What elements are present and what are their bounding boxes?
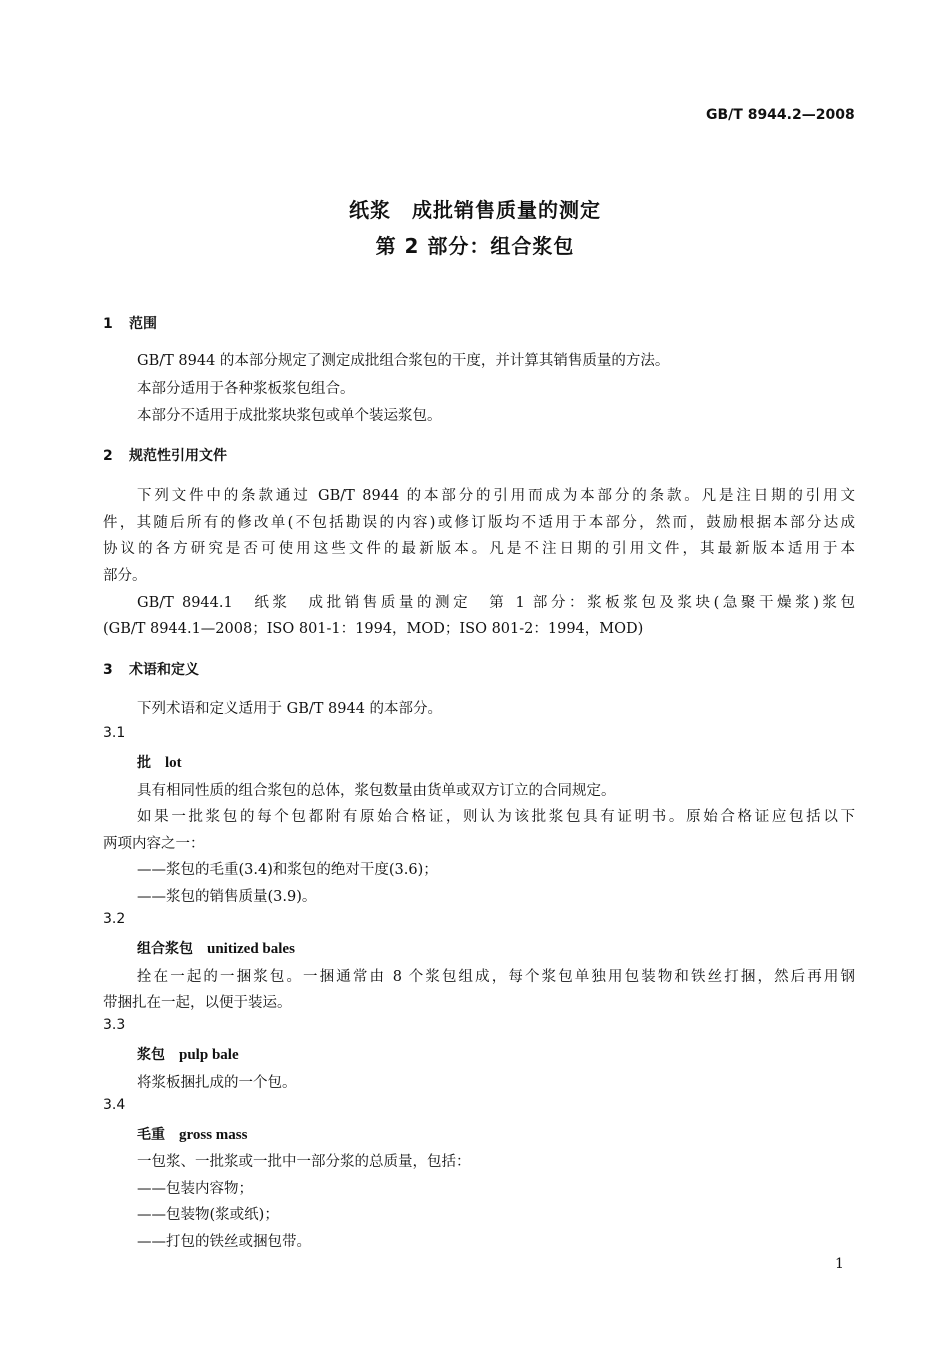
- section-1-heading: [103, 313, 157, 333]
- section-2-paragraph-line-1: 下列文件中的条款通过 GB/T 8944 的本部分的引用而成为本部分的条款。凡是注日期的引用文: [137, 488, 855, 504]
- section-number: 2: [103, 448, 113, 464]
- section-3-heading: [103, 659, 199, 679]
- term-3-4-definition: 一包浆、一批浆或一批中一部分浆的总质量，包括：: [137, 1154, 471, 1170]
- section-title: 规范性引用文件: [129, 448, 227, 464]
- term-3-1-definition: 具有相同性质的组合浆包的总体，浆包数量由货单或双方订立的合同规定。: [137, 783, 616, 799]
- term-3-1-list-item-1: ——浆包的毛重(3.4)和浆包的绝对干度(3.6)；: [137, 862, 438, 878]
- term-3-2-number: 3.2: [103, 911, 126, 927]
- normative-reference-line-2: (GB/T 8944.1—2008；ISO 801-1：1994，MOD；ISO 801-2：1994，MOD): [103, 621, 644, 637]
- term-3-2-name: [137, 938, 295, 958]
- term-3-1-number: 3.1: [103, 725, 126, 741]
- section-number: 3: [103, 662, 113, 678]
- section-1-paragraph-1: GB/T 8944 的本部分规定了测定成批组合浆包的干度，并计算其销售质量的方法。: [137, 353, 670, 369]
- section-3-paragraph-1: 下列术语和定义适用于 GB/T 8944 的本部分。: [137, 701, 443, 717]
- section-2-paragraph-line-4: 部分。: [103, 568, 147, 584]
- term-english: lot: [165, 755, 182, 771]
- section-title: 范围: [129, 316, 157, 332]
- page-number: 1: [835, 1256, 844, 1272]
- section-title: 术语和定义: [129, 662, 199, 678]
- term-3-2-definition-line-1: 拴在一起的一捆浆包。一捆通常由 8 个浆包组成，每个浆包单独用包装物和铁丝打捆，然后再用钢: [137, 969, 855, 985]
- term-3-4-list-item-3: ——打包的铁丝或捆包带。: [137, 1234, 311, 1250]
- term-3-1-list-item-2: ——浆包的销售质量(3.9)。: [137, 889, 317, 905]
- term-3-1-name: [137, 752, 182, 772]
- term-english: pulp bale: [179, 1047, 239, 1063]
- term-3-2-definition-line-2: 带捆扎在一起，以便于装运。: [103, 995, 292, 1011]
- section-2-paragraph-line-2: 件，其随后所有的修改单(不包括勘误的内容)或修订版均不适用于本部分，然而，鼓励根据本部分达成: [103, 515, 855, 531]
- term-3-3-number: 3.3: [103, 1017, 126, 1033]
- term-3-3-definition: 将浆板捆扎成的一个包。: [137, 1075, 297, 1091]
- term-3-3-name: [137, 1044, 239, 1064]
- term-3-1-note-line-2: 两项内容之一：: [103, 836, 205, 852]
- term-chinese: 浆包: [137, 1047, 165, 1063]
- term-3-4-name: [137, 1124, 247, 1144]
- normative-reference-line-1: GB/T 8944.1 纸浆 成批销售质量的测定 第 1 部分：浆板浆包及浆块(急聚干燥浆)浆包: [137, 595, 855, 611]
- section-2-paragraph-line-3: 协议的各方研究是否可使用这些文件的最新版本。凡是不注日期的引用文件，其最新版本适用于本: [103, 541, 855, 557]
- standard-code: GB/T 8944.2—2008: [706, 107, 855, 123]
- term-chinese: 批: [137, 755, 151, 771]
- section-number: 1: [103, 316, 113, 332]
- term-chinese: 组合浆包: [137, 941, 193, 957]
- term-3-4-list-item-2: ——包装物(浆或纸)；: [137, 1207, 279, 1223]
- term-3-4-list-item-1: ——包装内容物；: [137, 1181, 253, 1197]
- term-3-4-number: 3.4: [103, 1097, 126, 1113]
- term-english: unitized bales: [207, 941, 295, 957]
- term-3-1-note-line-1: 如果一批浆包的每个包都附有原始合格证，则认为该批浆包具有证明书。原始合格证应包括以下: [137, 809, 855, 825]
- section-1-paragraph-3: 本部分不适用于成批浆块浆包或单个装运浆包。: [137, 408, 442, 424]
- term-english: gross mass: [179, 1127, 248, 1143]
- document-title-line-1: 纸浆 成批销售质量的测定: [349, 198, 601, 222]
- document-title-line-2: 第 2 部分：组合浆包: [375, 234, 575, 258]
- section-2-heading: [103, 445, 227, 465]
- term-chinese: 毛重: [137, 1127, 165, 1143]
- section-1-paragraph-2: 本部分适用于各种浆板浆包组合。: [137, 381, 355, 397]
